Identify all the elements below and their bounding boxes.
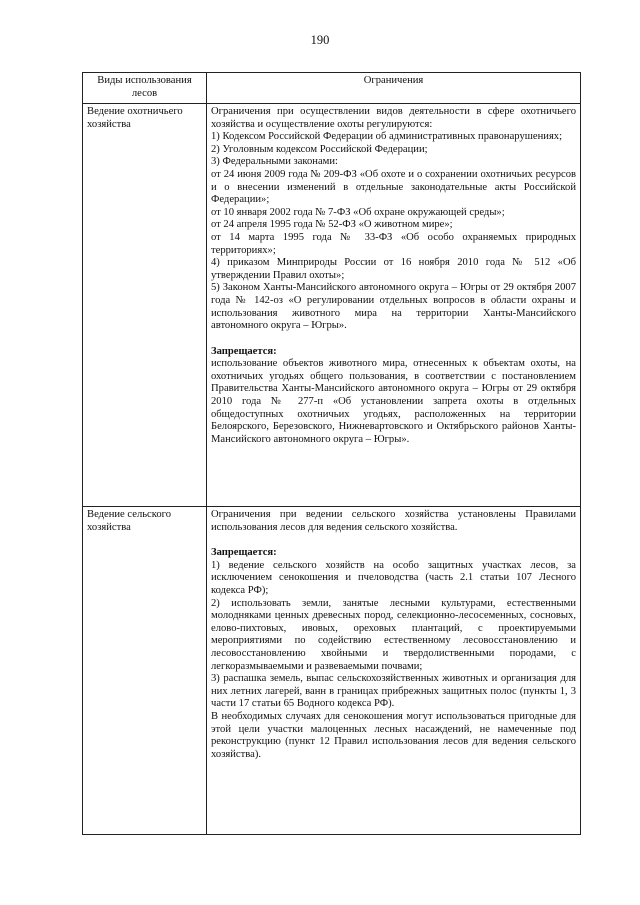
- restriction-intro: Ограничения при ведении сельского хозяйства установлены Правилами использования лесов для ведения сельского хозяйства.: [211, 509, 576, 533]
- restriction-item: 1) Кодексом Российской Федерации об административных правонарушениях;: [211, 131, 563, 143]
- restriction-item: 5) Законом Ханты-Мансийского автономного округа – Югры от 29 октября 2007 года № 142-оз «О регулировании отдельных вопросов в области охраны и использования животного мира на территории Ханты-Мансийского автономного округа – Югры».: [211, 282, 576, 332]
- prohibited-item: 1) ведение сельского хозяйств на особо защитных участках лесов, за исключением сенокошения и пчеловодства (часть 2.1 статьи 107 Лесного кодекса РФ);: [211, 559, 576, 596]
- restriction-item: от 24 июня 2009 года № 209-ФЗ «Об охоте и о сохранении охотничьих ресурсов и о внесении изменений в отдельные законодательные акты Российской Федерации»;: [211, 168, 576, 206]
- table-header-row: [83, 73, 581, 104]
- prohibited-item: В необходимых случаях для сенокошения могут использоваться пригодные для этой цели участки малоценных лесных насаждений, не намеченные под реконструкцию (пункт 12 Правил использования лесов для ведения сельского хозяйства).: [211, 710, 576, 760]
- prohibited-label: Запрещается:: [211, 345, 277, 357]
- page-number: 190: [310, 33, 330, 47]
- restrictions-cell: [207, 104, 581, 507]
- prohibited-item: 3) распашка земель, выпас сельскохозяйственных животных и организация для них летних лагерей, ванн в границах прибрежных защитных полос (пункты 1, 3 части 17 статьи 65 Водного кодекса РФ).: [211, 673, 576, 710]
- table-row: [83, 104, 581, 507]
- restriction-item: от 14 марта 1995 года № 33-ФЗ «Об особо охраняемых природных территориях»;: [211, 231, 576, 256]
- restrictions-table: [82, 72, 581, 835]
- restriction-item: 2) Уголовным кодексом Российской Федерации;: [211, 143, 428, 155]
- restriction-item: 3) Федеральными законами:: [211, 156, 338, 168]
- prohibited-item: использование объектов животного мира, отнесенных к объектам охоты, на охотничьих угодьях общего пользования, в соответствии с постановлением Правительства Ханты-Мансийского автономного округа – Югры от 29 октября 2010 года № 277-п «Об установлении запрета охоты в отдельных общедоступных охотничьих угодьях, расположенных на территории Белоярского, Березовского, Нижневартовского и Октябрьского районов Ханты-Мансийского автономного округа – Югры».: [211, 358, 576, 445]
- restriction-intro: Ограничения при осуществлении видов деятельности в сфере охотничьего хозяйства и осуществление охоты регулируются:: [211, 106, 576, 130]
- header-usage: Виды использования лесов: [83, 73, 207, 104]
- restriction-item: от 24 апреля 1995 года № 52-ФЗ «О животном мире»;: [211, 219, 453, 231]
- restrictions-cell: [207, 507, 581, 835]
- usage-cell: Ведение охотничьего хозяйства: [83, 104, 207, 507]
- header-restrictions: Ограничения: [207, 73, 581, 104]
- restriction-item: 4) приказом Минприроды России от 16 ноября 2010 года № 512 «Об утверждении Правил охоты»;: [211, 257, 576, 281]
- usage-cell: Ведение сельского хозяйства: [83, 507, 207, 835]
- prohibited-item: 2) использовать земли, занятые лесными культурами, естественными молодняками ценных древесных пород, селекционно-лесосеменных, сосновых, елово-пихтовых, ивовых, ореховых плантаций, с проектируемыми мероприятиями по содействию естественному лесовосстановлению и лесовосстановлению хвойными и твердолиственными породами, с легкоразмываемыми и развеваемыми почвами;: [211, 597, 576, 672]
- table-row: [83, 507, 581, 835]
- prohibited-label: Запрещается:: [211, 547, 277, 559]
- restriction-item: от 10 января 2002 года № 7-ФЗ «Об охране окружающей среды»;: [211, 206, 505, 218]
